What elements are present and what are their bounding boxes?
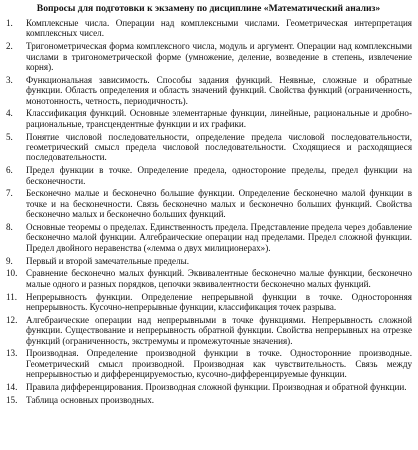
item-text: Предел функции в точке. Определение предела, одностороние пределы, предел функции на бесконечности.	[26, 165, 412, 186]
item-number: 15.	[6, 394, 18, 405]
list-item	[5, 315, 412, 346]
item-number: 4.	[6, 108, 13, 119]
item-number: 5.	[6, 131, 13, 142]
list-item	[5, 268, 412, 289]
list-item	[5, 188, 412, 219]
list-item	[5, 382, 412, 392]
list-item	[5, 395, 412, 405]
item-number: 6.	[6, 165, 13, 176]
item-number: 13.	[6, 348, 18, 359]
list-item	[5, 75, 412, 106]
questions-list	[5, 18, 412, 405]
item-number: 8.	[6, 222, 13, 233]
item-number: 11.	[6, 291, 18, 302]
item-text: Первый и второй замечательные пределы.	[26, 255, 189, 266]
item-text: Производная. Определение производной функции в точке. Односторонние производные. Геометрический смысл производной. Производная как чувствительность. Связь между непрерывностью и дифференцируемостью, кусочно-дифференцируемые функции.	[26, 348, 412, 380]
list-item	[5, 41, 412, 72]
item-number: 9.	[6, 255, 13, 266]
item-text: Алгебраические операции над непрерывными в точке функциями. Непрерывность сложной функции. Существование и непрерывность обратной функции. Свойства непрерывных на отрезке функций (ограниченность, экстремумы и промежуточные значения).	[26, 314, 412, 346]
item-number: 1.	[6, 18, 13, 28]
item-text: Основные теоремы о пределах. Единственность предела. Представление предела через добавление бесконечно малой функции. Алгебраические операции над пределами. Предел сложной функции. Предел двойного неравенства («лемма о двух милиционерах»).	[26, 222, 412, 253]
list-item	[5, 108, 412, 129]
list-item	[5, 222, 412, 253]
item-text: Сравнение бесконечно малых функций. Эквивалентные бесконечно малые функции, бесконечно малые одного и разных порядков, цепочки эквивалентности бесконечно малых функций.	[26, 268, 412, 289]
item-text: Бесконечно малые и бесконечно большие функции. Определение бесконечно малой функции в точке и на бесконечности. Связь бесконечно малых и бесконечно больших функций. Свойства бесконечно малых и бесконечно больших функций.	[26, 188, 412, 220]
item-number: 3.	[6, 74, 13, 85]
item-number: 14.	[6, 382, 18, 393]
list-item	[5, 132, 412, 163]
item-text: Комплексные числа. Операции над комплексными числами. Геометрическая интерпретация комплексных чисел.	[26, 18, 412, 39]
item-text: Понятие числовой последовательности, определение предела числовой последовательности, геометрический смысл предела числовой последовательности. Сходящиеся и расходящиеся последовательности.	[26, 131, 412, 163]
document-title: Вопросы для подготовки к экзамену по дисциплине «Математический анализ»	[36, 3, 381, 14]
list-item	[5, 165, 412, 186]
list-item	[5, 348, 412, 379]
item-number: 7.	[6, 188, 13, 199]
item-number: 10.	[6, 268, 18, 279]
item-number: 2.	[6, 41, 13, 52]
list-item	[5, 18, 412, 39]
list-item	[5, 256, 412, 266]
item-text: Таблица основных производных.	[26, 394, 155, 405]
item-text: Непрерывность функции. Определение непрерывной функции в точке. Односторонняя непрерывность. Кусочно-непрерывные функции, классификация точек разрыва.	[26, 291, 412, 313]
list-item	[5, 292, 412, 313]
item-number: 12.	[6, 314, 18, 325]
item-text: Классификация функций. Основные элементарные функции, линейные, рациональные и дробно-рациональные, трансцендентные функции и их графики.	[26, 108, 412, 129]
item-text: Тригонометрическая форма комплексного числа, модуль и аргумент. Операции над комплексными числами в тригонометрической форме (умножение, деление, возведение в степень, извлечение корня).	[26, 41, 412, 73]
item-text: Функциональная зависимость. Способы задания функций. Неявные, сложные и обратные функции. Область определения и область значений функций. Свойства функций (ограниченность, монотонность, четность, периодичность).	[26, 74, 412, 106]
item-text: Правила дифференцирования. Производная сложной функции. Производная и обратной функции.	[26, 382, 407, 393]
